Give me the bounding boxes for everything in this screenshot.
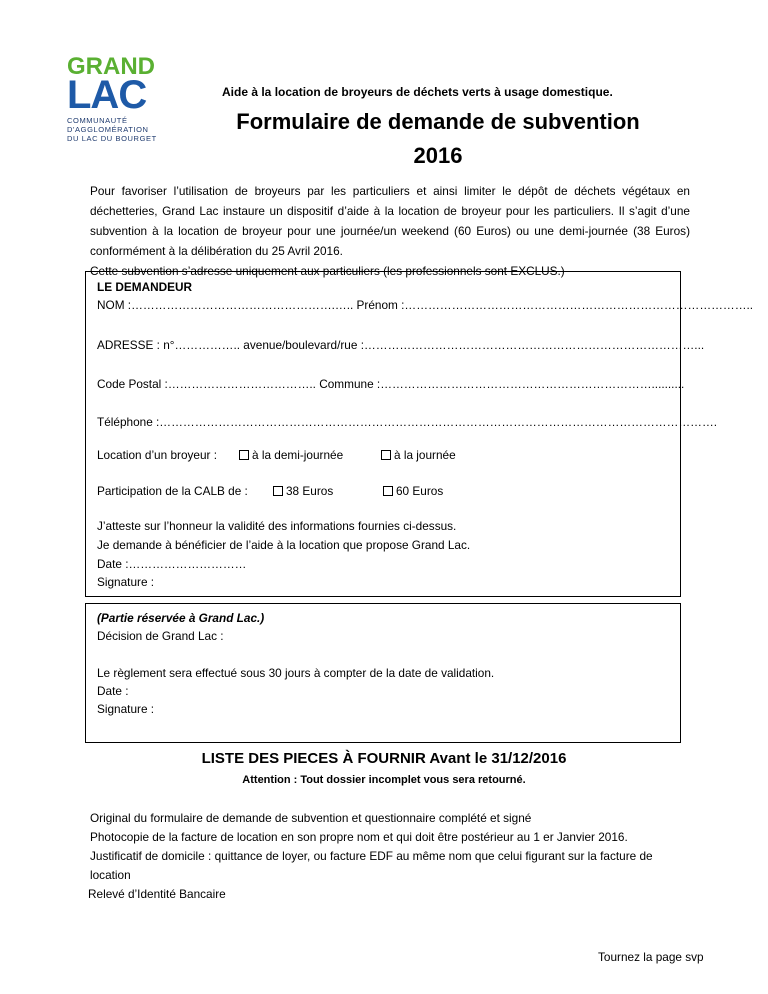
liste-attention: Attention : Tout dossier incomplet vous sera retourné. — [242, 774, 526, 786]
logo-sub-line-1: COMMUNAUTÉ — [67, 116, 128, 125]
participation-option-38[interactable] — [273, 484, 333, 498]
reglement-text: Le règlement sera effectué sous 30 jours à compter de la date de validation. — [97, 666, 495, 680]
date-field[interactable]: Date :………………………… — [97, 557, 247, 571]
checkbox-icon[interactable] — [273, 486, 283, 496]
logo-grand: GRAND — [67, 53, 155, 80]
intro-note: Cette subvention s’adresse uniquement aux particuliers (les professionnels sont EXCLUS.) — [90, 264, 565, 278]
pieces-list — [90, 809, 670, 904]
list-item: Justificatif de domicile : quittance de loyer, ou facture EDF au même nom que celui figurant sur la facture de location — [90, 849, 653, 882]
logo-subtitle — [67, 116, 167, 143]
footer-note: Tournez la page svp — [598, 950, 704, 964]
demandeur-heading: LE DEMANDEUR — [97, 280, 193, 294]
reserve-section — [85, 603, 681, 743]
location-option-journee[interactable] — [381, 448, 456, 462]
reserve-heading: (Partie réservée à Grand Lac.) — [97, 611, 265, 625]
participation-option-60[interactable] — [383, 484, 443, 498]
grand-lac-logo — [67, 53, 167, 143]
document-title — [228, 105, 648, 173]
logo-sub-line-3: DU LAC DU BOURGET — [67, 134, 157, 143]
checkbox-icon[interactable] — [239, 450, 249, 460]
nom-prenom-field[interactable]: NOM :…………………………………………….….. Prénom :…………………………………………………………………………….. — [97, 298, 754, 312]
list-item: Photocopie de la facture de location en son propre nom et qui doit être postérieur au 1 er Janvier 2016. — [90, 830, 628, 844]
reserve-date-label: Date : — [97, 684, 129, 698]
code-postal-commune-field[interactable]: Code Postal :……………………………….. Commune :…………………………………………………………….......... — [97, 377, 685, 391]
location-opt1-label: à la demi-journée — [252, 448, 344, 462]
decision-label: Décision de Grand Lac : — [97, 629, 224, 643]
logo-lac: LAC — [67, 73, 147, 117]
title-year: 2016 — [413, 143, 463, 168]
checkbox-icon[interactable] — [383, 486, 393, 496]
intro-paragraph: Pour favoriser l’utilisation de broyeurs par les particuliers et ainsi limiter le dépôt de déchets végétaux en déchetteries, Grand Lac instaure un dispositif d’aide à la location de broyeur pour les particuliers. Il s’agit d’une subvention à la location de broyeur pour une journée/un weekend (60 Euros) ou une demi-journée (38 Euros) conformément à la délibération du 25 Avril 2016. — [90, 184, 690, 258]
participation-opt1-label: 38 Euros — [286, 484, 334, 498]
adresse-field[interactable]: ADRESSE : n°…………….. avenue/boulevard/rue :…………………………………………………………………………... — [97, 338, 705, 352]
attestation-line-2: Je demande à bénéficier de l’aide à la location que propose Grand Lac. — [97, 538, 471, 552]
list-item: Relevé d’Identité Bancaire — [88, 887, 226, 901]
participation-opt2-label: 60 Euros — [396, 484, 444, 498]
demandeur-section — [85, 271, 754, 597]
intro-text — [90, 181, 690, 281]
location-option-demi-journee[interactable] — [239, 448, 343, 462]
checkbox-icon[interactable] — [381, 450, 391, 460]
reserve-signature-label: Signature : — [97, 702, 155, 716]
attestation-line-1: J’atteste sur l’honneur la validité des informations fournies ci-dessus. — [97, 519, 457, 533]
participation-label: Participation de la CALB de : — [97, 484, 248, 498]
telephone-field[interactable]: Téléphone :……………………………………………………………………………………………………………………………. — [97, 415, 718, 429]
liste-title: LISTE DES PIECES À FOURNIR Avant le 31/12/2016 — [201, 750, 567, 767]
signature-label: Signature : — [97, 575, 155, 589]
location-opt2-label: à la journée — [394, 448, 456, 462]
title-line: Formulaire de demande de subvention — [236, 109, 640, 134]
list-item: Original du formulaire de demande de subvention et questionnaire complété et signé — [90, 811, 532, 825]
logo-sub-line-2: D'AGGLOMÉRATION — [67, 125, 149, 134]
location-label: Location d’un broyeur : — [97, 448, 218, 462]
document-subtitle: Aide à la location de broyeurs de déchets verts à usage domestique. — [222, 85, 613, 99]
